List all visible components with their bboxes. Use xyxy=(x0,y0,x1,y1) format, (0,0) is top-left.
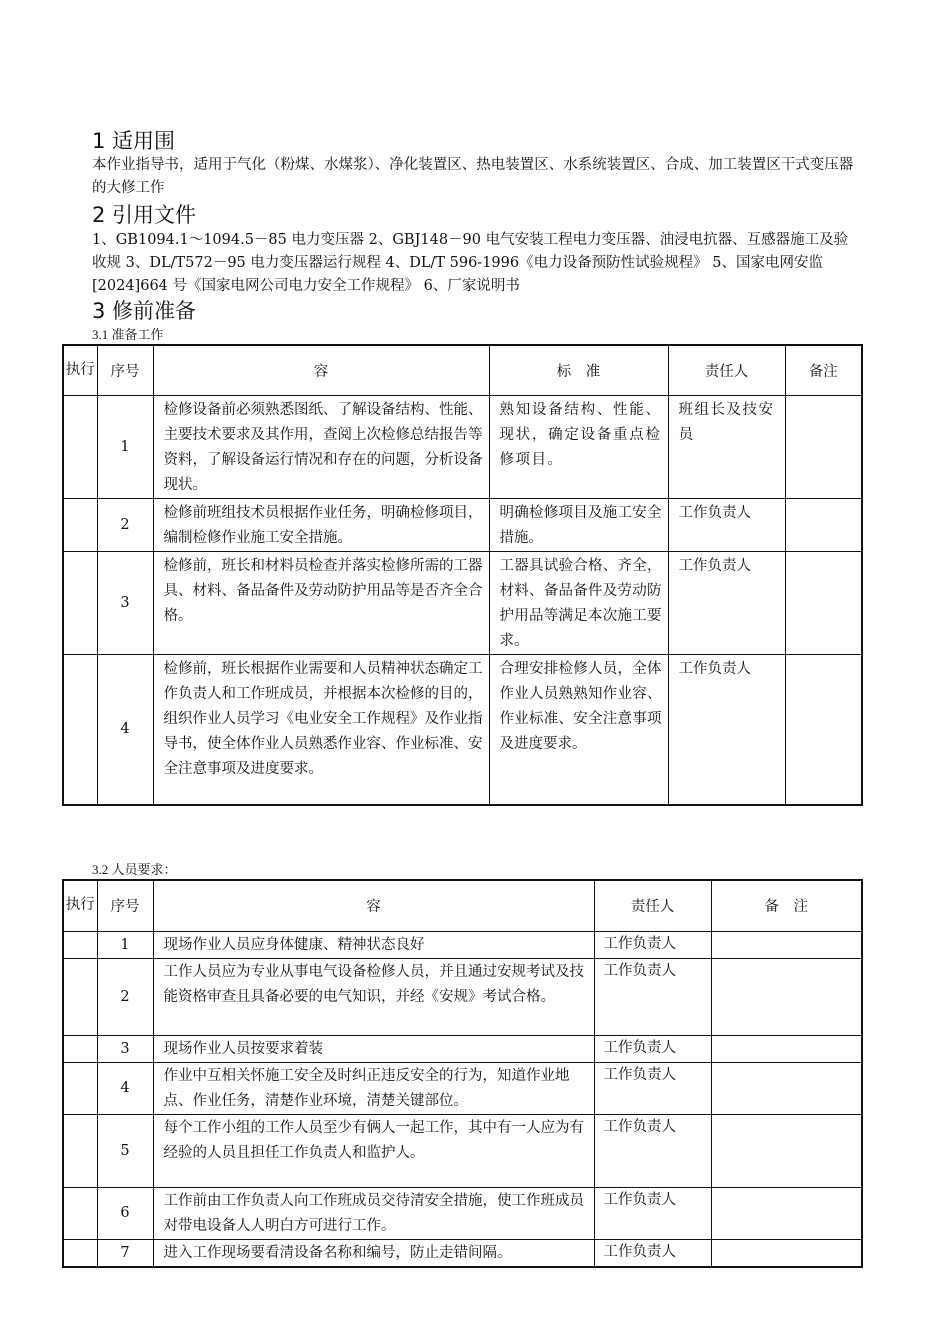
table-row xyxy=(63,395,862,498)
row-no: 7 xyxy=(97,1239,153,1267)
row-content: 现场作业人员应身体健康、精神状态良好 xyxy=(153,931,594,958)
row-owner: 工作负责人 xyxy=(594,931,711,958)
exec-cell xyxy=(63,1187,97,1239)
header-no: 序号 xyxy=(97,880,153,931)
header-owner: 责任人 xyxy=(594,880,711,931)
row-remark xyxy=(785,395,862,498)
row-owner: 工作负责人 xyxy=(594,1062,711,1114)
row-owner: 班组长及技安员 xyxy=(668,395,785,498)
row-remark xyxy=(785,654,862,805)
table-row xyxy=(63,1114,862,1187)
row-content: 进入工作现场要看清设备名称和编号，防止走错间隔。 xyxy=(153,1239,594,1267)
table-row xyxy=(63,654,862,805)
row-no: 2 xyxy=(97,498,153,551)
row-no: 3 xyxy=(97,551,153,654)
row-no: 1 xyxy=(97,931,153,958)
row-remark xyxy=(711,1239,862,1267)
row-standard: 工器具试验合格、齐全，材料、备品备件及劳动防护用品等满足本次施工要求。 xyxy=(489,551,668,654)
subsection-3-2-title: 3.2 人员要求： xyxy=(92,862,177,877)
row-owner: 工作负责人 xyxy=(668,551,785,654)
exec-cell xyxy=(63,1114,97,1187)
table-row xyxy=(63,1239,862,1267)
row-content: 每个工作小组的工作人员至少有俩人一起工作，其中有一人应为有经验的人员且担任工作负责人和监护人。 xyxy=(153,1114,594,1187)
header-remark: 备 注 xyxy=(711,880,862,931)
personnel-table xyxy=(62,879,863,1268)
exec-cell xyxy=(63,654,97,805)
table-row xyxy=(63,498,862,551)
section-2-text: 1、GB1094.1～1094.5－85 电力变压器 2、GBJ148－90 电气安装工程电力变压器、油浸电抗器、互感器施工及验收规 3、DL/T572－95 电力变压器运行规程 4、DL/T 596-1996《电力设备预防性试验规程》 5、国家电网安监[2024]664 号《国家电网公司电力安全工作规程》 6、厂家说明书 xyxy=(92,232,849,294)
row-standard: 合理安排检修人员，全体作业人员熟熟知作业容、作业标准、安全注意事项及进度要求。 xyxy=(489,654,668,805)
row-remark xyxy=(711,1187,862,1239)
row-remark xyxy=(785,498,862,551)
row-content: 检修设备前必须熟悉图纸、了解设备结构、性能、主要技术要求及其作用，查阅上次检修总结报告等资料，了解设备运行情况和存在的问题，分析设备现状。 xyxy=(153,395,489,498)
row-content: 作业中互相关怀施工安全及时纠正违反安全的行为，知道作业地点、作业任务，清楚作业环境，清楚关键部位。 xyxy=(153,1062,594,1114)
row-remark xyxy=(711,958,862,1035)
exec-cell xyxy=(63,1239,97,1267)
row-content: 工作人员应为专业从事电气设备检修人员，并且通过安规考试及技能资格审查且具备必要的电气知识，并经《安规》考试合格。 xyxy=(153,958,594,1035)
row-owner: 工作负责人 xyxy=(594,958,711,1035)
row-content: 检修前，班长根据作业需要和人员精神状态确定工作负责人和工作班成员，并根据本次检修的目的，组织作业人员学习《电业安全工作规程》及作业指导书，使全体作业人员熟悉作业容、作业标准、安全注意事项及进度要求。 xyxy=(153,654,489,805)
header-no: 序号 xyxy=(97,345,153,395)
row-no: 3 xyxy=(97,1035,153,1062)
prep-work-table xyxy=(62,344,863,806)
row-remark xyxy=(785,551,862,654)
row-content: 检修前，班长和材料员检查并落实检修所需的工器具、材料、备品备件及劳动防护用品等是否齐全合格。 xyxy=(153,551,489,654)
table-row xyxy=(63,1187,862,1239)
header-standard: 标 准 xyxy=(489,345,668,395)
row-no: 6 xyxy=(97,1187,153,1239)
header-remark: 备注 xyxy=(785,345,862,395)
exec-cell xyxy=(63,551,97,654)
row-remark xyxy=(711,931,862,958)
header-exec: 执行 xyxy=(63,880,97,931)
row-no: 4 xyxy=(97,1062,153,1114)
row-standard: 熟知设备结构、性能、现状，确定设备重点检修项目。 xyxy=(489,395,668,498)
header-exec: 执行 xyxy=(63,345,97,395)
row-no: 1 xyxy=(97,395,153,498)
row-owner: 工作负责人 xyxy=(668,654,785,805)
header-content: 容 xyxy=(153,880,594,931)
table-row xyxy=(63,551,862,654)
exec-cell xyxy=(63,498,97,551)
row-no: 4 xyxy=(97,654,153,805)
subsection-3-1-title: 3.1 准备工作 xyxy=(92,327,164,342)
table-header-row xyxy=(63,345,862,395)
exec-cell xyxy=(63,931,97,958)
row-no: 2 xyxy=(97,958,153,1035)
row-remark xyxy=(711,1114,862,1187)
row-owner: 工作负责人 xyxy=(668,498,785,551)
table-header-row xyxy=(63,880,862,931)
table-row xyxy=(63,1062,862,1114)
row-owner: 工作负责人 xyxy=(594,1035,711,1062)
section-1-text: 本作业指导书，适用于气化（粉煤、水煤浆）、净化装置区、热电装置区、水系统装置区、合成、加工装置区干式变压器的大修工作 xyxy=(92,157,854,196)
section-1-title: 1 适用围 xyxy=(92,129,176,153)
row-remark xyxy=(711,1062,862,1114)
header-content: 容 xyxy=(153,345,489,395)
row-content: 工作前由工作负责人向工作班成员交待清安全措施，使工作班成员对带电设备人人明白方可进行工作。 xyxy=(153,1187,594,1239)
header-owner: 责任人 xyxy=(668,345,785,395)
table-row xyxy=(63,958,862,1035)
section-3-title: 3 修前准备 xyxy=(92,299,197,323)
exec-cell xyxy=(63,395,97,498)
row-owner: 工作负责人 xyxy=(594,1187,711,1239)
row-content: 检修前班组技术员根据作业任务，明确检修项目，编制检修作业施工安全措施。 xyxy=(153,498,489,551)
table-row xyxy=(63,931,862,958)
table-row xyxy=(63,1035,862,1062)
row-owner: 工作负责人 xyxy=(594,1239,711,1267)
row-no: 5 xyxy=(97,1114,153,1187)
row-standard: 明确检修项目及施工安全措施。 xyxy=(489,498,668,551)
section-2-title: 2 引用文件 xyxy=(92,203,197,227)
row-owner: 工作负责人 xyxy=(594,1114,711,1187)
row-content: 现场作业人员按要求着装 xyxy=(153,1035,594,1062)
exec-cell xyxy=(63,1062,97,1114)
exec-cell xyxy=(63,1035,97,1062)
row-remark xyxy=(711,1035,862,1062)
exec-cell xyxy=(63,958,97,1035)
